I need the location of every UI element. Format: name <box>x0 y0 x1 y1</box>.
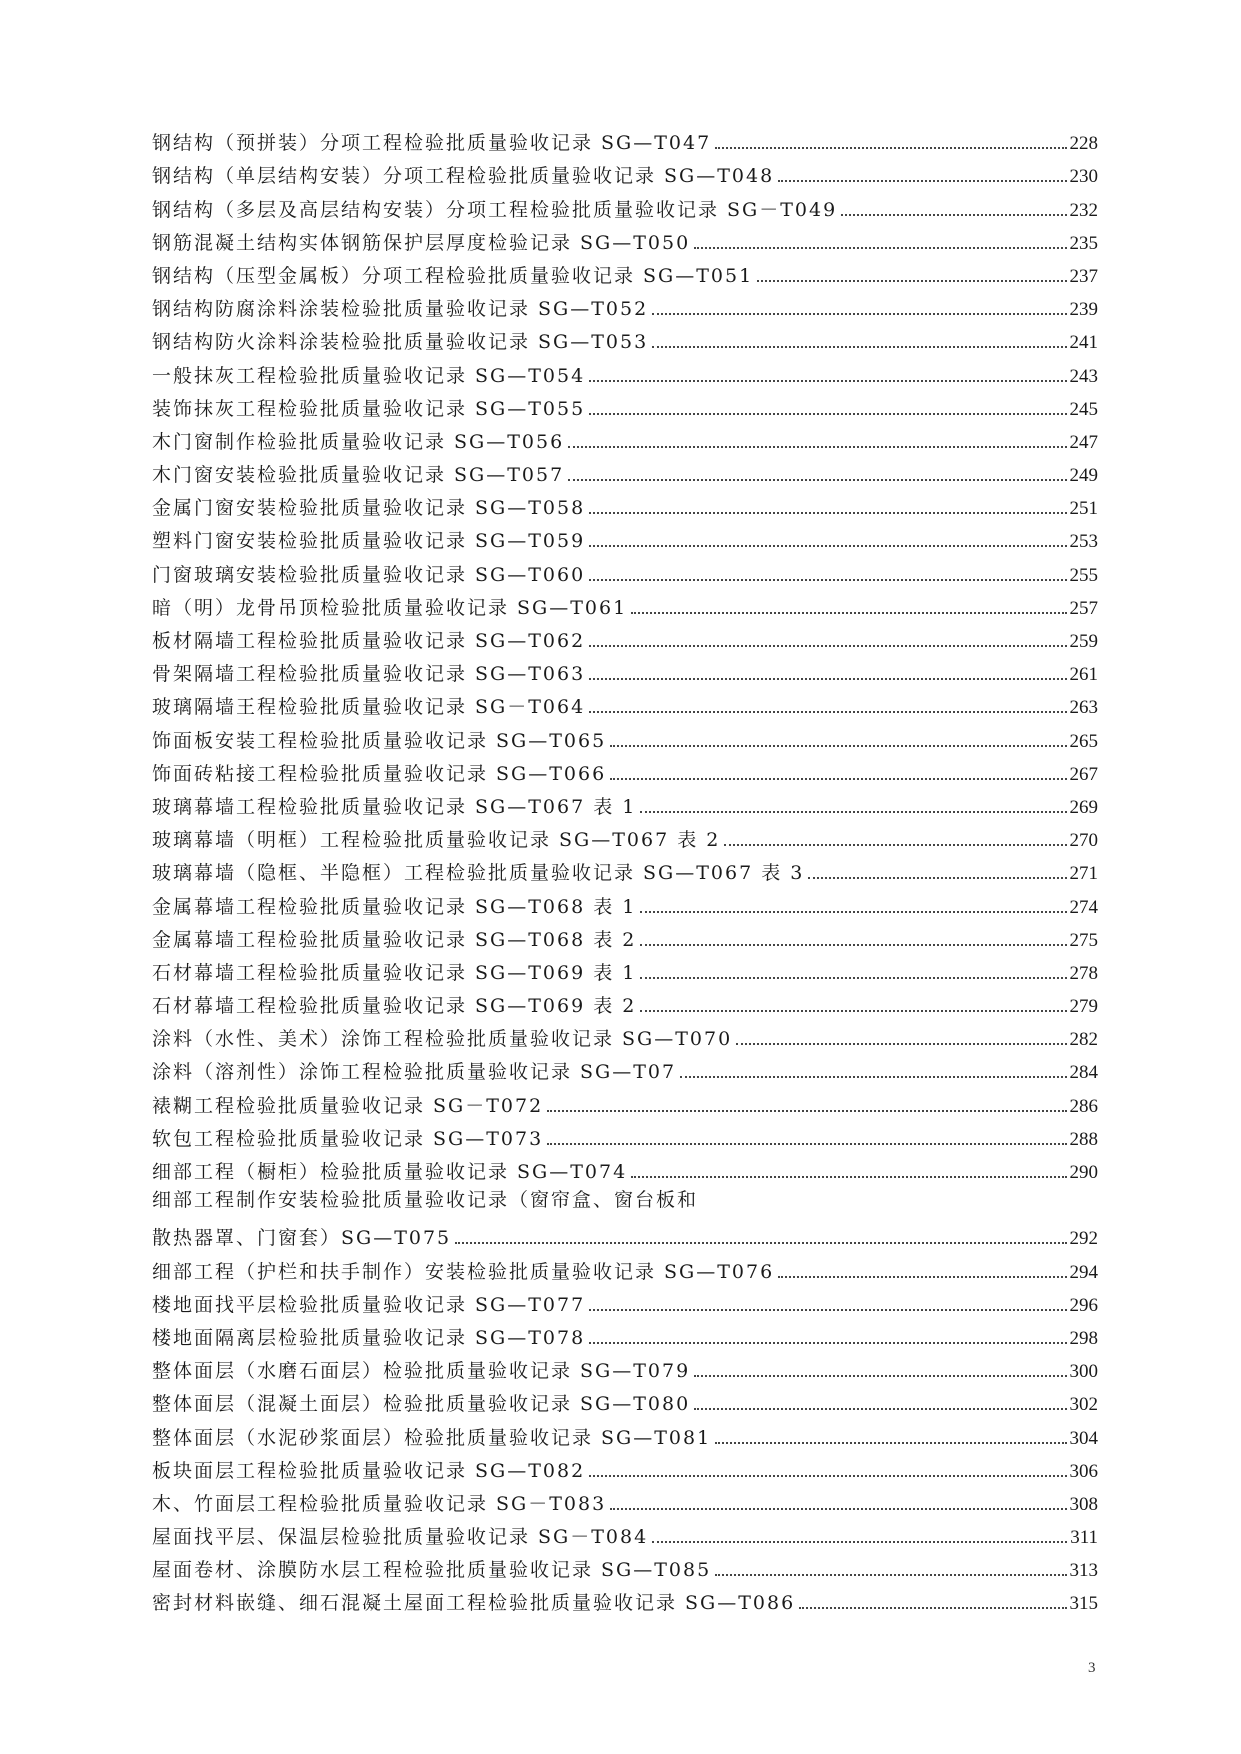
toc-entry <box>152 155 1098 188</box>
toc-entry <box>152 1516 1098 1549</box>
toc-entry <box>152 1118 1098 1151</box>
dot-leader <box>724 844 1066 846</box>
toc-entry-page: 298 <box>1069 1327 1098 1349</box>
toc-entry <box>152 587 1098 620</box>
toc-entry-page: 313 <box>1069 1560 1098 1582</box>
toc-entry <box>152 620 1098 653</box>
toc-entry-page: 270 <box>1069 830 1098 852</box>
toc-entry <box>152 288 1098 321</box>
toc-entry <box>152 553 1098 586</box>
dot-leader <box>547 1143 1066 1145</box>
toc-entry-page: 241 <box>1069 332 1098 354</box>
toc-entry-title: 骨架隔墙工程检验批质量验收记录 SG—T063 <box>152 663 586 686</box>
toc-entry-title: 屋面卷材、涂膜防水层工程检验批质量验收记录 SG—T085 <box>152 1559 712 1582</box>
toc-entry <box>152 653 1098 686</box>
toc-entry-page: 315 <box>1069 1593 1098 1615</box>
toc-entry <box>152 1450 1098 1483</box>
toc-entry <box>152 487 1098 520</box>
toc-entry-title: 涂料（溶剂性）涂饰工程检验批质量验收记录 SG—T07 <box>152 1061 677 1084</box>
toc-entry-page: 239 <box>1069 299 1098 321</box>
toc-entry-title: 石材幕墙工程检验批质量验收记录 SG—T069 表 2 <box>152 995 637 1018</box>
toc-entry-title: 楼地面找平层检验批质量验收记录 SG—T077 <box>152 1293 586 1316</box>
dot-leader <box>640 911 1066 913</box>
toc-entry-page: 306 <box>1069 1460 1098 1482</box>
toc-entry-title: 木、竹面层工程检验批质量验收记录 SG－T083 <box>152 1492 607 1515</box>
table-of-contents <box>152 122 1098 1615</box>
toc-entry-title: 钢结构防火涂料涂装检验批质量验收记录 SG—T053 <box>152 331 649 354</box>
toc-entry-title: 饰面板安装工程检验批质量验收记录 SG—T065 <box>152 729 607 752</box>
toc-entry-page: 302 <box>1069 1394 1098 1416</box>
toc-entry-title: 板材隔墙工程检验批质量验收记录 SG—T062 <box>152 630 586 652</box>
toc-entry-title: 玻璃隔墙王程检验批质量验收记录 SG－T064 <box>152 696 586 719</box>
toc-entry <box>152 1051 1098 1084</box>
toc-entry-page: 284 <box>1069 1062 1098 1084</box>
dot-leader <box>610 745 1066 747</box>
toc-entry <box>152 1416 1098 1449</box>
toc-entry-title: 饰面砖粘接工程检验批质量验收记录 SG—T066 <box>152 762 607 785</box>
toc-entry-page: 300 <box>1069 1361 1098 1383</box>
toc-entry-page: 304 <box>1069 1427 1098 1449</box>
dot-leader <box>640 944 1066 946</box>
toc-entry-title: 玻璃幕墙（明框）工程检验批质量验收记录 SG—T067 表 2 <box>152 829 721 852</box>
toc-entry <box>152 1151 1098 1184</box>
toc-entry-title: 装饰抹灰工程检验批质量验收记录 SG—T055 <box>152 397 586 420</box>
toc-entry <box>152 753 1098 786</box>
toc-entry-page: 271 <box>1069 863 1098 885</box>
toc-entry <box>152 819 1098 852</box>
toc-entry-title: 金属幕墙工程检验批质量验收记录 SG—T068 表 2 <box>152 928 637 951</box>
toc-entry <box>152 952 1098 985</box>
toc-entry <box>152 388 1098 421</box>
toc-entry-title: 钢结构（压型金属板）分项工程检验批质量验收记录 SG—T051 <box>152 264 754 287</box>
toc-entry <box>152 719 1098 752</box>
toc-entry <box>152 1317 1098 1350</box>
toc-entry <box>152 520 1098 553</box>
dot-leader <box>808 877 1066 879</box>
toc-entry <box>152 1549 1098 1582</box>
dot-leader <box>694 1408 1066 1410</box>
toc-entry-title: 暗（明）龙骨吊顶检验批质量验收记录 SG—T061 <box>152 596 628 619</box>
dot-leader <box>589 1475 1066 1477</box>
dot-leader <box>589 711 1066 713</box>
dot-leader <box>640 811 1066 813</box>
dot-leader <box>736 1043 1066 1045</box>
toc-entry <box>152 885 1098 918</box>
toc-entry-page: 235 <box>1069 232 1098 254</box>
toc-entry <box>152 1483 1098 1516</box>
dot-leader <box>589 579 1066 581</box>
dot-leader <box>640 977 1066 979</box>
dot-leader <box>640 1010 1066 1012</box>
dot-leader <box>589 1342 1066 1344</box>
dot-leader <box>841 214 1066 216</box>
toc-entry-title: 塑料门窗安装检验批质量验收记录 SG—T059 <box>152 530 586 553</box>
toc-entry-page: 275 <box>1069 929 1098 951</box>
toc-entry-page: 232 <box>1069 199 1098 221</box>
dot-leader <box>778 180 1066 182</box>
dot-leader <box>757 280 1066 282</box>
dot-leader <box>455 1242 1066 1244</box>
toc-entry <box>152 1217 1098 1250</box>
dot-leader <box>568 479 1066 481</box>
toc-entry <box>152 786 1098 819</box>
toc-entry-title: 金属幕墙工程检验批质量验收记录 SG—T068 表 1 <box>152 895 637 918</box>
toc-entry-page: 237 <box>1069 265 1098 287</box>
toc-entry-title: 钢结构（多层及高层结构安装）分项工程检验批质量验收记录 SG－T049 <box>152 198 838 221</box>
page-number: 3 <box>1088 1660 1096 1676</box>
dot-leader <box>652 346 1066 348</box>
dot-leader <box>589 380 1066 382</box>
dot-leader <box>652 313 1066 315</box>
toc-entry-page: 255 <box>1069 564 1098 586</box>
toc-entry-title: 整体面层（混凝土面层）检验批质量验收记录 SG—T080 <box>152 1393 691 1416</box>
toc-entry-page: 292 <box>1069 1228 1098 1250</box>
toc-entry-page: 243 <box>1069 365 1098 387</box>
toc-entry-page: 308 <box>1069 1493 1098 1515</box>
toc-entry-title: 一般抹灰工程检验批质量验收记录 SG—T054 <box>152 364 586 387</box>
dot-leader <box>694 1375 1066 1377</box>
toc-entry-title: 钢结构（预拼装）分项工程检验批质量验收记录 SG—T047 <box>152 132 712 155</box>
toc-entry-page: 286 <box>1069 1095 1098 1117</box>
dot-leader <box>631 612 1066 614</box>
toc-entry-page: 296 <box>1069 1294 1098 1316</box>
toc-entry-title: 细部工程（橱柜）检验批质量验收记录 SG—T074 <box>152 1161 628 1183</box>
toc-entry-page: 267 <box>1069 763 1098 785</box>
toc-entry-page: 282 <box>1069 1029 1098 1051</box>
toc-entry-page: 311 <box>1070 1527 1098 1549</box>
dot-leader <box>631 1176 1066 1178</box>
dot-leader <box>589 512 1066 514</box>
toc-entry-page: 278 <box>1069 962 1098 984</box>
toc-entry-page: 247 <box>1069 431 1098 453</box>
toc-entry-title: 整体面层（水泥砂浆面层）检验批质量验收记录 SG—T081 <box>152 1426 712 1449</box>
dot-leader <box>547 1110 1066 1112</box>
toc-entry <box>152 321 1098 354</box>
dot-leader <box>589 645 1066 647</box>
toc-entry-page: 265 <box>1069 730 1098 752</box>
dot-leader <box>610 1508 1066 1510</box>
toc-entry-title: 玻璃幕墙工程检验批质量验收记录 SG—T067 表 1 <box>152 795 637 818</box>
dot-leader <box>652 1541 1067 1543</box>
toc-entry <box>152 454 1098 487</box>
toc-entry-title: 涂料（水性、美术）涂饰工程检验批质量验收记录 SG—T070 <box>152 1028 733 1051</box>
toc-entry-title: 散热器罩、门窗套）SG—T075 <box>152 1227 452 1250</box>
toc-entry-title: 石材幕墙工程检验批质量验收记录 SG—T069 表 1 <box>152 961 637 984</box>
toc-entry-title: 金属门窗安装检验批质量验收记录 SG—T058 <box>152 497 586 520</box>
toc-entry-title: 细部工程制作安装检验批质量验收记录（窗帘盒、窗台板和 <box>152 1189 699 1211</box>
toc-entry-page: 279 <box>1069 996 1098 1018</box>
dot-leader <box>589 545 1066 547</box>
toc-entry-title: 木门窗安装检验批质量验收记录 SG—T057 <box>152 464 565 487</box>
toc-entry-title: 楼地面隔离层检验批质量验收记录 SG—T078 <box>152 1326 586 1349</box>
toc-entry-page: 294 <box>1069 1261 1098 1283</box>
dot-leader <box>715 147 1066 149</box>
toc-entry <box>152 1383 1098 1416</box>
toc-entry <box>152 1250 1098 1283</box>
toc-entry-page: 251 <box>1069 498 1098 520</box>
toc-entry <box>152 686 1098 719</box>
toc-entry-page: 230 <box>1069 166 1098 188</box>
toc-entry-title: 软包工程检验批质量验收记录 SG—T073 <box>152 1127 544 1150</box>
toc-entry <box>152 1582 1098 1615</box>
toc-entry-title: 门窗玻璃安装检验批质量验收记录 SG—T060 <box>152 563 586 586</box>
dot-leader <box>610 778 1066 780</box>
toc-entry-title: 板块面层工程检验批质量验收记录 SG—T082 <box>152 1459 586 1482</box>
dot-leader <box>589 413 1066 415</box>
dot-leader <box>568 446 1066 448</box>
toc-entry-title: 屋面找平层、保温层检验批质量验收记录 SG－T084 <box>152 1526 649 1549</box>
toc-entry-page: 269 <box>1069 796 1098 818</box>
dot-leader <box>589 678 1066 680</box>
toc-entry-title: 细部工程（护栏和扶手制作）安装检验批质量验收记录 SG—T076 <box>152 1260 775 1283</box>
dot-leader <box>715 1574 1066 1576</box>
toc-entry <box>152 122 1098 155</box>
toc-entry <box>152 354 1098 387</box>
toc-entry-title: 木门窗制作检验批质量验收记录 SG—T056 <box>152 430 565 453</box>
dot-leader <box>799 1607 1066 1609</box>
toc-entry-page: 288 <box>1069 1128 1098 1150</box>
toc-entry <box>152 222 1098 255</box>
toc-entry-page: 259 <box>1069 631 1098 652</box>
toc-entry-title: 密封材料嵌缝、细石混凝土屋面工程检验批质量验收记录 SG—T086 <box>152 1592 796 1615</box>
toc-entry-title: 钢筋混凝土结构实体钢筋保护层厚度检验记录 SG—T050 <box>152 231 691 254</box>
toc-entry <box>152 919 1098 952</box>
toc-entry-page: 253 <box>1069 531 1098 553</box>
toc-entry <box>152 1084 1098 1117</box>
toc-entry <box>152 255 1098 288</box>
toc-entry <box>152 1018 1098 1051</box>
toc-entry-page: 245 <box>1069 398 1098 420</box>
dot-leader <box>680 1076 1066 1078</box>
toc-entry-page: 263 <box>1069 697 1098 719</box>
dot-leader <box>715 1442 1066 1444</box>
toc-entry-page: 274 <box>1069 896 1098 918</box>
dot-leader <box>589 1309 1066 1311</box>
toc-entry <box>152 188 1098 221</box>
toc-entry-title: 钢结构（单层结构安装）分项工程检验批质量验收记录 SG—T048 <box>152 165 775 188</box>
toc-entry-page: 257 <box>1069 597 1098 619</box>
dot-leader <box>778 1276 1066 1278</box>
toc-entry-title: 裱糊工程检验批质量验收记录 SG－T072 <box>152 1094 544 1117</box>
toc-entry <box>152 421 1098 454</box>
toc-entry <box>152 1284 1098 1317</box>
toc-entry-title: 玻璃幕墙（隐框、半隐框）工程检验批质量验收记录 SG—T067 表 3 <box>152 862 805 885</box>
toc-entry-page: 249 <box>1069 465 1098 487</box>
toc-entry <box>152 852 1098 885</box>
toc-entry-title: 钢结构防腐涂料涂装检验批质量验收记录 SG—T052 <box>152 298 649 321</box>
toc-entry-page: 290 <box>1069 1162 1098 1183</box>
toc-entry <box>152 985 1098 1018</box>
toc-entry-page: 228 <box>1069 133 1098 155</box>
toc-entry-page: 261 <box>1069 664 1098 686</box>
dot-leader <box>694 247 1066 249</box>
toc-entry-title: 整体面层（水磨石面层）检验批质量验收记录 SG—T079 <box>152 1360 691 1383</box>
toc-entry <box>152 1184 1098 1217</box>
toc-entry <box>152 1350 1098 1383</box>
